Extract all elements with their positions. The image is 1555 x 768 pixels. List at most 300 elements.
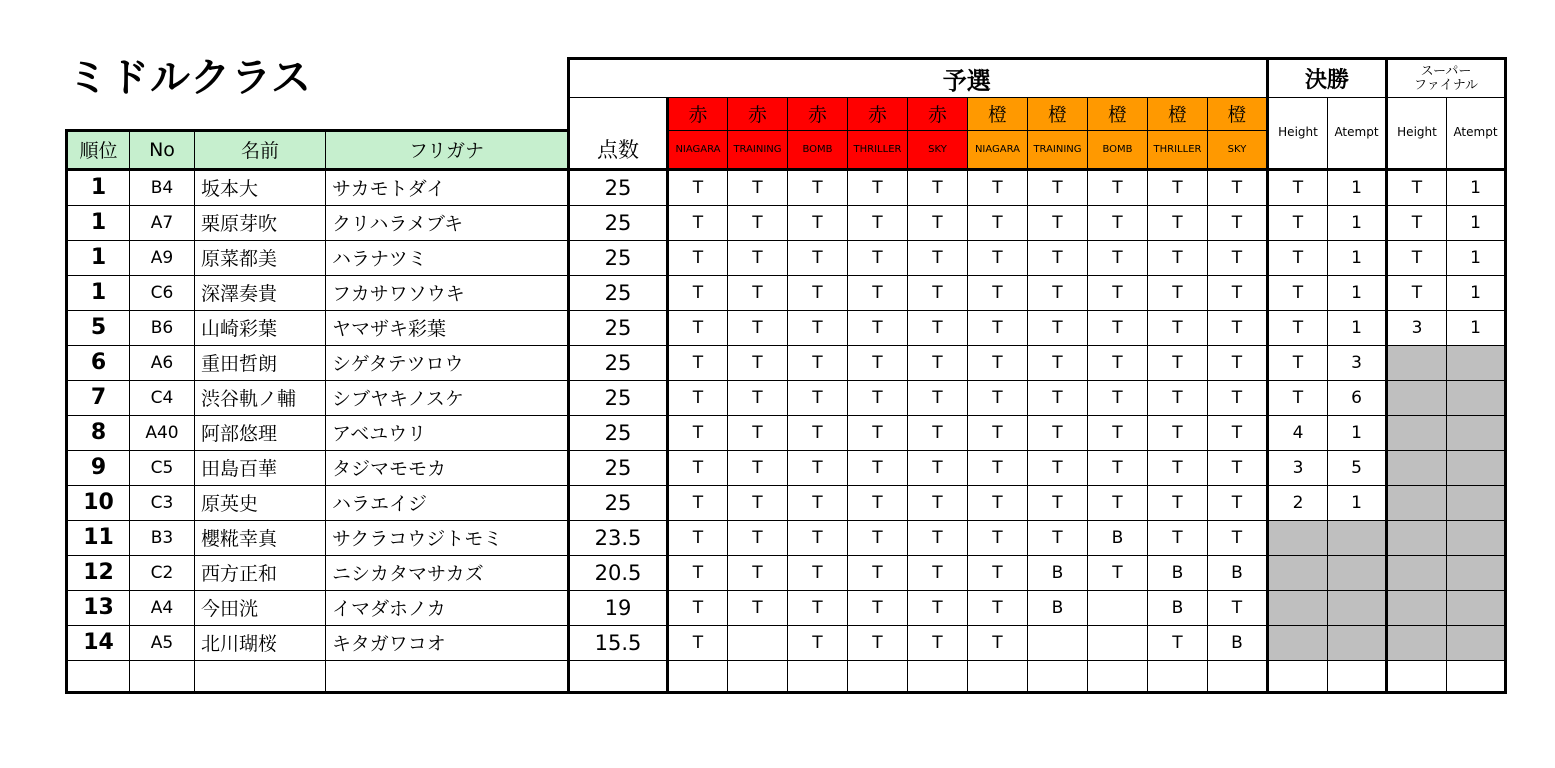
furigana-cell: アベユウリ [326,415,569,450]
furigana-cell: ヤマザキ彩葉 [326,310,569,345]
rank-cell: 1 [67,169,130,205]
final-header: 決勝 [1268,59,1387,98]
qualifier-result-cell: T [848,450,908,485]
qualifier-result-cell: T [1088,205,1148,240]
empty-cell [788,660,848,692]
rank-cell: 13 [67,590,130,625]
qualifier-result-cell: T [1208,169,1268,205]
qualifier-result-cell: T [668,485,728,520]
table-row [67,205,1506,240]
qualifier-result-cell: T [788,450,848,485]
qualifier-result-cell: T [788,590,848,625]
no-cell: A7 [130,205,195,240]
qualifier-result-cell: B [1088,520,1148,555]
qualifier-result-cell: T [1088,169,1148,205]
qualifier-result-cell: T [968,169,1028,205]
qualifier-result-cell: T [1148,275,1208,310]
qualifier-result-cell: T [968,310,1028,345]
final-attempt-cell: 1 [1328,485,1387,520]
furigana-header: フリガナ [326,130,569,169]
empty-cell [848,660,908,692]
qualifier-result-cell: T [848,310,908,345]
qualifier-result-cell: T [908,485,968,520]
points-cell: 25 [569,485,668,520]
qualifier-result-cell: T [788,345,848,380]
route-color-7: 橙 [1028,98,1088,131]
rank-cell: 11 [67,520,130,555]
qualifier-result-cell: T [1028,275,1088,310]
super-attempt-cell [1447,450,1506,485]
name-cell: 渋谷軌ノ輔 [195,380,326,415]
qualifier-result-cell: T [728,169,788,205]
route-name-10: SKY [1208,130,1268,169]
qualifier-result-cell: T [728,345,788,380]
table-row [67,275,1506,310]
final-height-cell: 3 [1268,450,1328,485]
rank-cell: 1 [67,205,130,240]
no-cell: A4 [130,590,195,625]
results-table [65,57,1507,694]
no-cell: C2 [130,555,195,590]
empty-cell [1387,660,1447,692]
route-color-10: 橙 [1208,98,1268,131]
rank-cell: 12 [67,555,130,590]
final-height-header: Height [1268,98,1328,170]
qualifier-result-cell: T [908,520,968,555]
no-header: No [130,130,195,169]
name-cell: 田島百華 [195,450,326,485]
qualifier-result-cell: T [668,590,728,625]
no-cell: C6 [130,275,195,310]
qualifier-result-cell: T [968,590,1028,625]
empty-cell [908,660,968,692]
empty-row [67,660,1506,692]
final-attempt-cell: 1 [1328,415,1387,450]
name-cell: 原英史 [195,485,326,520]
route-name-8: BOMB [1088,130,1148,169]
name-cell: 原菜都美 [195,240,326,275]
qualifier-result-cell: B [1028,590,1088,625]
qualifier-result-cell: B [1028,555,1088,590]
qualifier-result-cell: T [908,380,968,415]
qualifier-result-cell: T [728,310,788,345]
qualifier-result-cell: B [1208,625,1268,660]
rank-cell: 14 [67,625,130,660]
points-cell: 25 [569,450,668,485]
final-height-cell [1268,520,1328,555]
super-height-cell: 3 [1387,310,1447,345]
table-row [67,169,1506,205]
qualifier-result-cell: T [848,555,908,590]
qualifier-result-cell: T [968,415,1028,450]
final-height-cell: T [1268,275,1328,310]
super-attempt-cell: 1 [1447,240,1506,275]
qualifier-result-cell: T [1028,450,1088,485]
qualifier-result-cell: T [1148,240,1208,275]
furigana-cell: フカサワソウキ [326,275,569,310]
no-cell: B3 [130,520,195,555]
qualifier-result-cell: T [788,415,848,450]
no-cell: A9 [130,240,195,275]
qualifier-result-cell: T [1028,345,1088,380]
final-height-cell: T [1268,310,1328,345]
furigana-cell: タジマモモカ [326,450,569,485]
qualifier-result-cell: T [1148,169,1208,205]
qualifier-result-cell: T [1148,310,1208,345]
qualifier-result-cell: T [668,380,728,415]
final-height-cell: T [1268,169,1328,205]
qualifier-result-cell: T [908,275,968,310]
name-header: 名前 [195,130,326,169]
table-row [67,310,1506,345]
final-height-cell: 2 [1268,485,1328,520]
super-height-cell: T [1387,275,1447,310]
points-cell: 25 [569,205,668,240]
qualifier-result-cell: T [728,240,788,275]
furigana-cell: シゲタテツロウ [326,345,569,380]
name-cell: 重田哲朗 [195,345,326,380]
furigana-cell: キタガワコオ [326,625,569,660]
route-name-5: SKY [908,130,968,169]
route-name-4: THRILLER [848,130,908,169]
empty-cell [1088,660,1148,692]
qualifier-result-cell: T [1208,275,1268,310]
qualifier-result-cell: T [968,240,1028,275]
super-height-cell [1387,415,1447,450]
qualifier-result-cell: T [968,625,1028,660]
super-height-cell [1387,380,1447,415]
qualifier-result-cell: T [1028,169,1088,205]
furigana-cell: サクラコウジトモミ [326,520,569,555]
name-cell: 西方正和 [195,555,326,590]
qualifier-result-cell: T [848,345,908,380]
furigana-cell: ハラナツミ [326,240,569,275]
qualifier-result-cell: T [728,275,788,310]
empty-cell [1148,660,1208,692]
qualifier-result-cell: T [1148,380,1208,415]
super-attempt-cell [1447,625,1506,660]
qualifier-result-cell: T [728,590,788,625]
furigana-cell: シブヤキノスケ [326,380,569,415]
rank-cell: 10 [67,485,130,520]
qualifier-result-cell: T [1088,450,1148,485]
points-cell: 25 [569,310,668,345]
qualifier-result-cell: T [848,520,908,555]
final-attempt-cell: 5 [1328,450,1387,485]
qualifier-result-cell: T [1208,380,1268,415]
rank-cell: 6 [67,345,130,380]
table-row [67,450,1506,485]
super-attempt-cell [1447,380,1506,415]
final-attempt-cell: 1 [1328,169,1387,205]
furigana-cell: イマダホノカ [326,590,569,625]
qualifier-result-cell: T [1088,415,1148,450]
super-final-header: スーパー ファイナル [1387,59,1506,98]
qualifier-result-cell: T [788,205,848,240]
final-height-cell: T [1268,345,1328,380]
qualifier-result-cell: T [968,555,1028,590]
final-height-cell [1268,555,1328,590]
no-cell: A6 [130,345,195,380]
qualifier-result-cell: T [788,275,848,310]
points-header: 点数 [597,137,639,162]
qualifier-result-cell: T [788,485,848,520]
points-cell: 15.5 [569,625,668,660]
qualifier-result-cell: T [668,555,728,590]
super-height-cell [1387,625,1447,660]
table-row [67,590,1506,625]
qualifier-result-cell: T [968,380,1028,415]
route-color-1: 赤 [668,98,728,131]
qualifier-result-cell: T [1028,485,1088,520]
rank-cell: 9 [67,450,130,485]
qualifier-result-cell: T [1208,345,1268,380]
super-attempt-cell: 1 [1447,205,1506,240]
empty-cell [1208,660,1268,692]
name-cell: 北川瑚桜 [195,625,326,660]
final-attempt-cell [1328,625,1387,660]
qualifier-result-cell: T [848,205,908,240]
empty-cell [195,660,326,692]
no-cell: B4 [130,169,195,205]
super-height-cell: T [1387,169,1447,205]
qualifier-result-cell: T [908,345,968,380]
final-attempt-cell: 1 [1328,240,1387,275]
route-name-6: NIAGARA [968,130,1028,169]
qualifier-result-cell: T [1208,590,1268,625]
qualifier-result-cell: T [1208,240,1268,275]
no-cell: A40 [130,415,195,450]
furigana-cell: クリハラメブキ [326,205,569,240]
route-name-9: THRILLER [1148,130,1208,169]
qualifier-result-cell: T [668,345,728,380]
qualifier-result-cell [728,625,788,660]
qualifier-result-cell: T [848,625,908,660]
qualifier-result-cell: B [1148,555,1208,590]
qualifier-result-cell [1088,590,1148,625]
qualifier-result-cell: T [788,310,848,345]
final-height-cell: T [1268,240,1328,275]
qualifier-result-cell: T [848,169,908,205]
no-cell: C5 [130,450,195,485]
qualifier-result-cell: T [1028,380,1088,415]
qualifier-result-cell: T [1148,450,1208,485]
name-cell: 阿部悠理 [195,415,326,450]
qualifier-result-cell: T [668,520,728,555]
qualifier-result-cell: T [908,415,968,450]
super-attempt-cell [1447,555,1506,590]
qualifier-result-cell: T [1208,520,1268,555]
name-cell: 坂本大 [195,169,326,205]
empty-cell [326,660,569,692]
route-color-6: 橙 [968,98,1028,131]
name-cell: 今田洸 [195,590,326,625]
table-row [67,415,1506,450]
furigana-cell: サカモトダイ [326,169,569,205]
qualifier-result-cell: T [1088,485,1148,520]
qualifier-result-cell: T [908,590,968,625]
table-row [67,520,1506,555]
table-row [67,485,1506,520]
qualifier-result-cell: T [1148,205,1208,240]
qualifier-result-cell: T [668,205,728,240]
final-height-cell [1268,590,1328,625]
route-name-1: NIAGARA [668,130,728,169]
super-attempt-cell [1447,590,1506,625]
points-cell: 25 [569,380,668,415]
final-attempt-cell [1328,555,1387,590]
super-height-cell [1387,520,1447,555]
qualifier-result-cell: T [728,415,788,450]
no-cell: A5 [130,625,195,660]
final-attempt-cell: 6 [1328,380,1387,415]
rank-cell: 1 [67,275,130,310]
qualifier-result-cell: T [1208,485,1268,520]
qualifier-result-cell: T [668,310,728,345]
qualifier-result-cell: T [1088,240,1148,275]
empty-cell [1447,660,1506,692]
qualifier-result-cell: T [908,205,968,240]
rank-cell: 5 [67,310,130,345]
super-height-cell [1387,345,1447,380]
final-height-cell [1268,625,1328,660]
qualifier-result-cell: T [668,275,728,310]
no-cell: C4 [130,380,195,415]
rank-cell: 1 [67,240,130,275]
qualifier-result-cell: T [968,275,1028,310]
qualifier-result-cell: T [728,485,788,520]
qualifier-result-cell: T [908,310,968,345]
qualifier-result-cell: T [1208,310,1268,345]
route-color-4: 赤 [848,98,908,131]
qualifier-result-cell: T [968,520,1028,555]
final-attempt-cell: 1 [1328,205,1387,240]
qualifier-result-cell: T [1028,205,1088,240]
qualifier-result-cell: T [1088,380,1148,415]
qualifier-result-cell: T [968,450,1028,485]
table-row [67,380,1506,415]
table-row [67,625,1506,660]
no-cell: B6 [130,310,195,345]
table-row [67,240,1506,275]
route-color-3: 赤 [788,98,848,131]
super-attempt-cell [1447,345,1506,380]
qualifier-result-cell [1088,625,1148,660]
super-height-cell [1387,555,1447,590]
qualifier-result-cell: T [908,240,968,275]
qualifier-result-cell: T [788,625,848,660]
qualifier-result-cell: T [728,205,788,240]
route-name-2: TRAINING [728,130,788,169]
qualifier-result-cell: T [848,590,908,625]
qualifier-result-cell: T [668,625,728,660]
points-cell: 25 [569,240,668,275]
super-attempt-cell: 1 [1447,275,1506,310]
final-attempt-cell [1328,520,1387,555]
super-attempt-cell [1447,485,1506,520]
name-cell: 櫻糀幸真 [195,520,326,555]
empty-cell [668,660,728,692]
no-cell: C3 [130,485,195,520]
qualifier-result-cell: T [788,169,848,205]
route-color-8: 橙 [1088,98,1148,131]
qualifier-result-cell: T [788,520,848,555]
points-cell: 25 [569,345,668,380]
qualifier-result-cell: T [968,205,1028,240]
qualifier-result-cell: T [1028,310,1088,345]
rank-cell: 8 [67,415,130,450]
qualifier-result-cell: T [848,415,908,450]
qualifier-result-cell: T [668,240,728,275]
qualifier-result-cell [1028,625,1088,660]
points-cell: 20.5 [569,555,668,590]
empty-cell [1268,660,1328,692]
route-name-7: TRAINING [1028,130,1088,169]
table-row [67,555,1506,590]
qualifier-result-cell: T [668,169,728,205]
super-attempt-header: Atempt [1447,98,1506,170]
qualifier-result-cell: T [1148,485,1208,520]
super-height-header: Height [1387,98,1447,170]
qualifier-result-cell: T [1088,275,1148,310]
page-title: ミドルクラス [68,55,312,101]
qualifier-result-cell: T [1088,310,1148,345]
final-height-cell: T [1268,205,1328,240]
route-color-5: 赤 [908,98,968,131]
final-height-cell: T [1268,380,1328,415]
final-attempt-cell: 3 [1328,345,1387,380]
super-height-cell [1387,485,1447,520]
qualifier-result-cell: T [788,380,848,415]
super-height-cell [1387,590,1447,625]
route-name-3: BOMB [788,130,848,169]
rank-header: 順位 [67,130,130,169]
qualifier-result-cell: T [908,169,968,205]
super-height-cell: T [1387,205,1447,240]
table-row [67,345,1506,380]
final-attempt-cell [1328,590,1387,625]
qualifier-result-cell: T [668,450,728,485]
qualifier-result-cell: T [728,555,788,590]
qualifier-result-cell: T [1148,625,1208,660]
qualifier-result-cell: T [908,625,968,660]
super-height-cell [1387,450,1447,485]
qualifier-result-cell: T [1088,555,1148,590]
final-attempt-cell: 1 [1328,275,1387,310]
super-attempt-cell: 1 [1447,169,1506,205]
qualifier-result-cell: T [848,485,908,520]
qualifier-result-cell: T [848,275,908,310]
qualifier-result-cell: T [728,450,788,485]
route-color-9: 橙 [1148,98,1208,131]
qualifier-result-cell: T [848,240,908,275]
empty-cell [67,660,130,692]
qualifier-result-cell: T [968,345,1028,380]
super-height-cell: T [1387,240,1447,275]
points-cell: 19 [569,590,668,625]
qualifier-result-cell: T [1148,415,1208,450]
qualifier-result-cell: T [1028,240,1088,275]
points-cell: 25 [569,415,668,450]
final-attempt-header: Atempt [1328,98,1387,170]
points-cell: 25 [569,275,668,310]
route-color-2: 赤 [728,98,788,131]
qualifier-result-cell: T [1088,345,1148,380]
points-cell: 25 [569,169,668,205]
qualifier-result-cell: T [788,240,848,275]
qualifier-result-cell: T [1208,205,1268,240]
name-cell: 山崎彩葉 [195,310,326,345]
